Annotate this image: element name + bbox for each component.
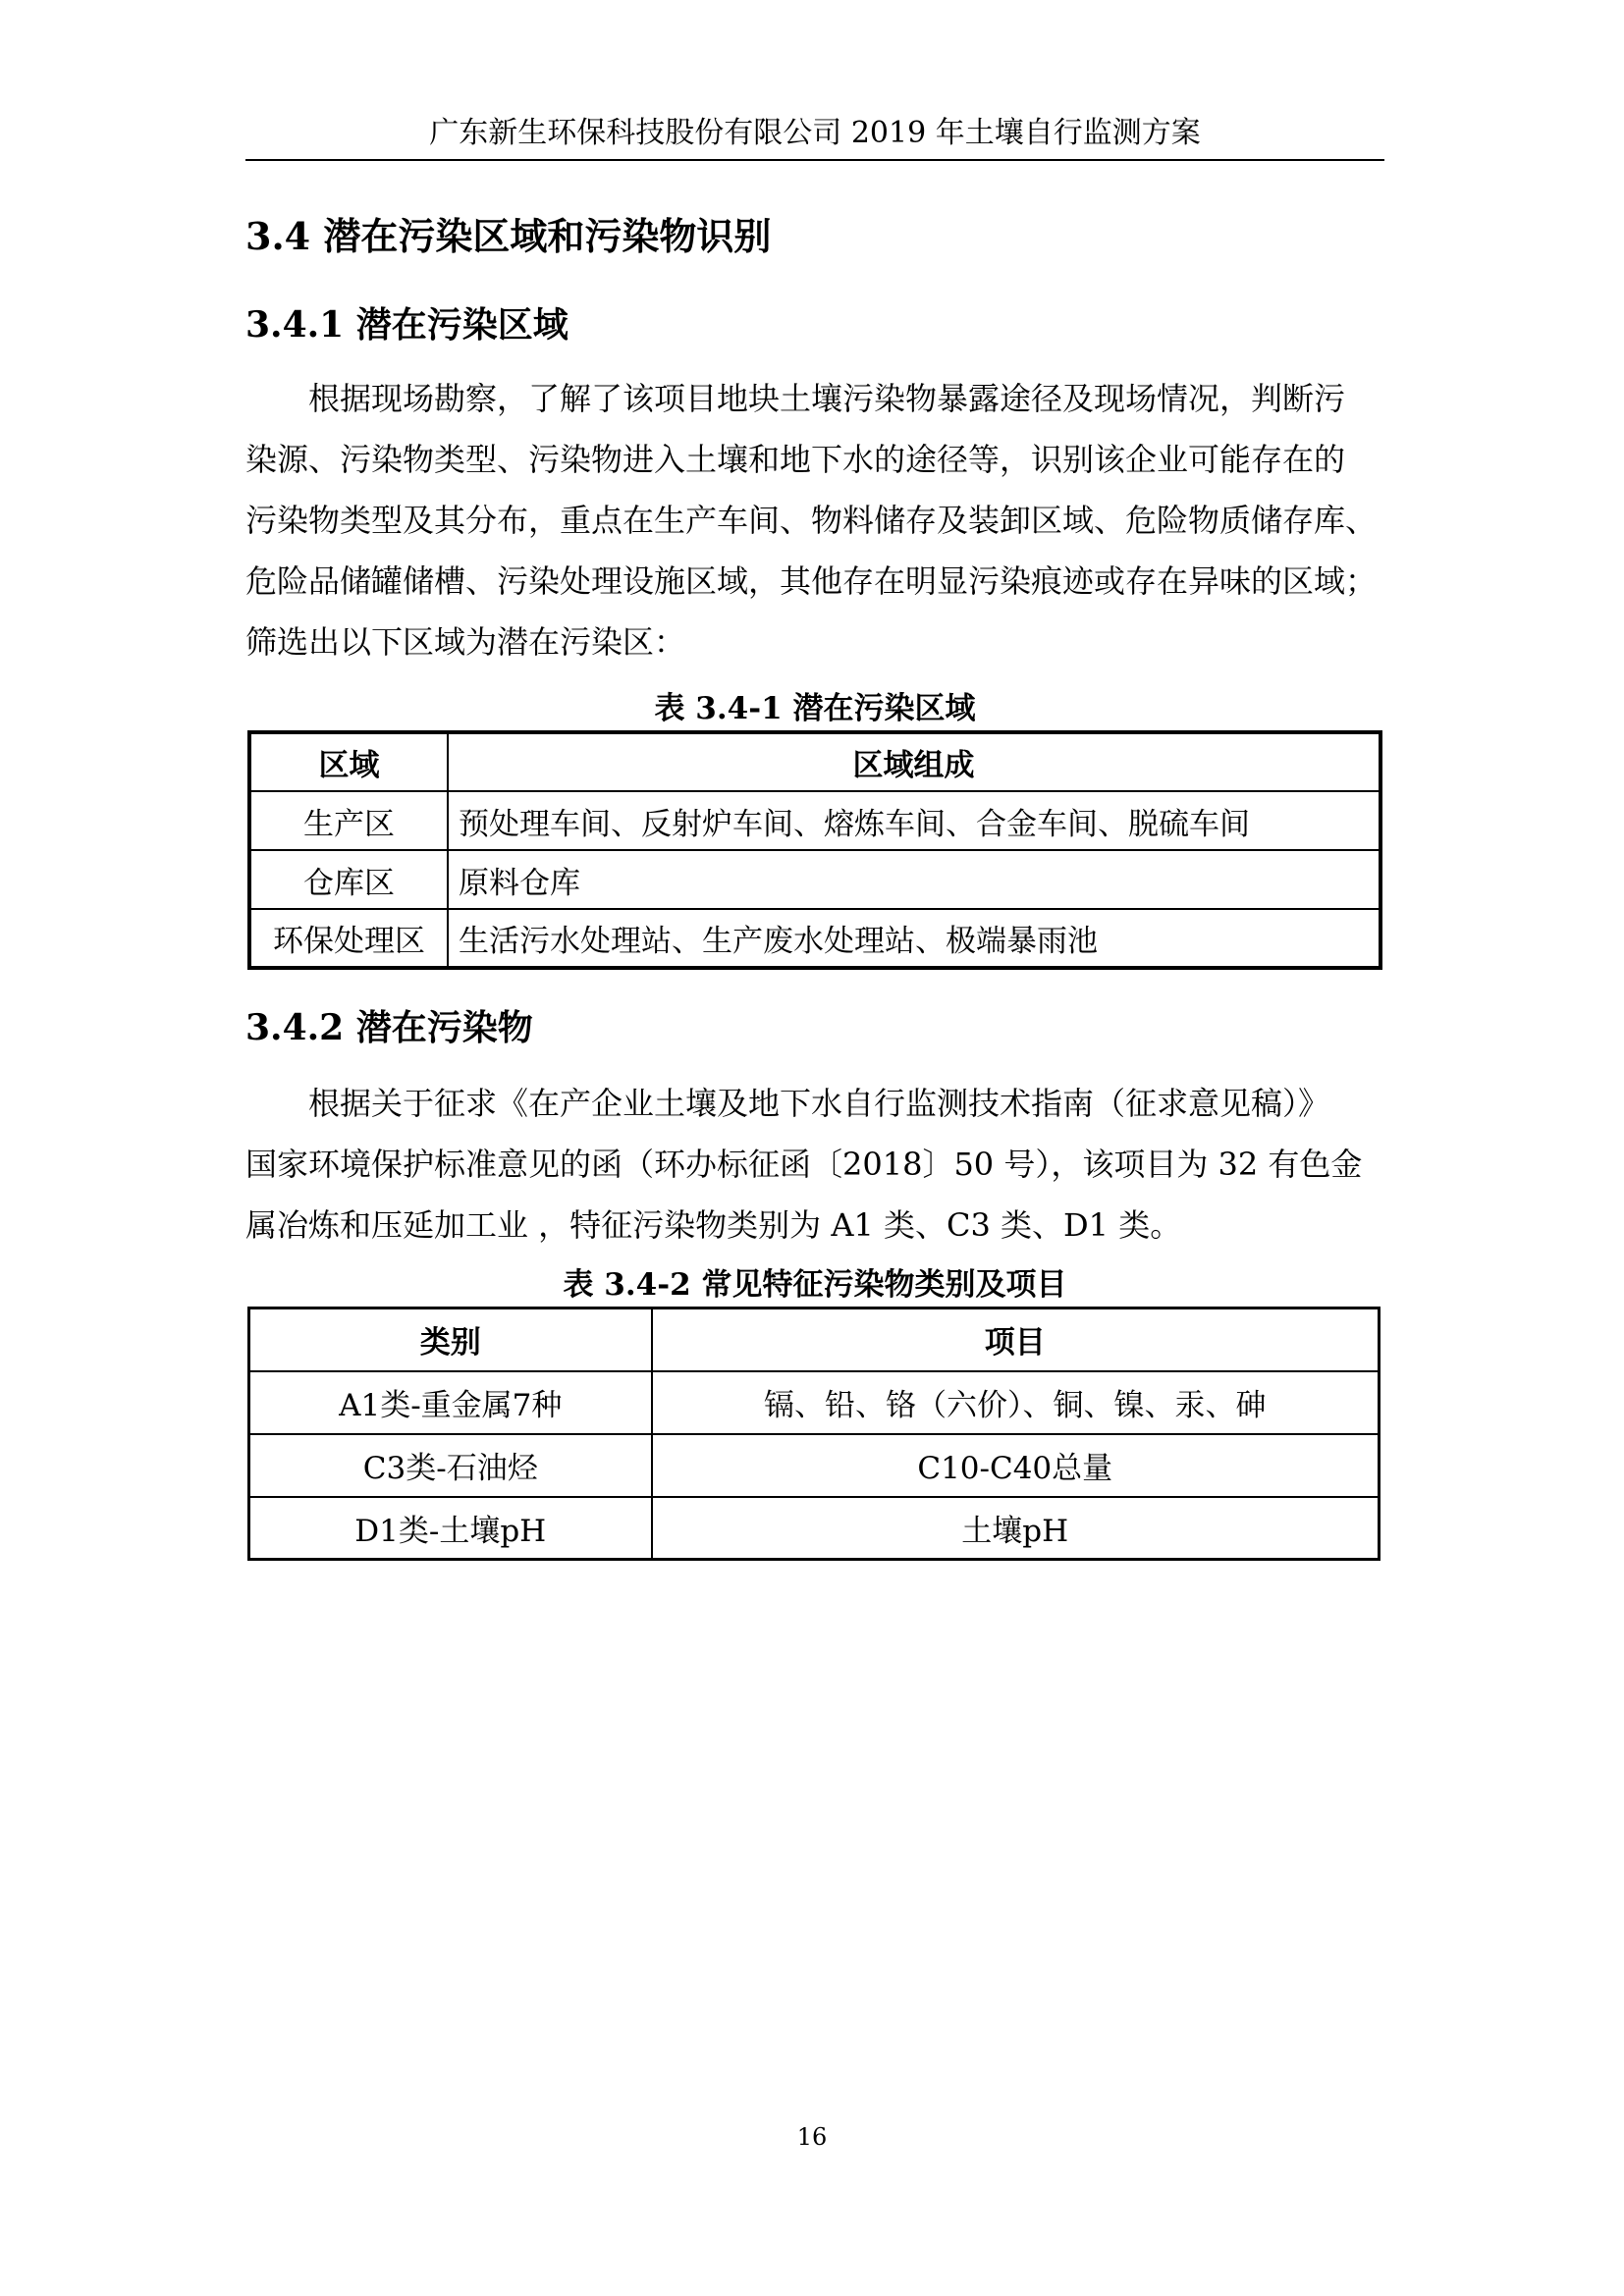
table-header-cell: 区域组成 [448, 732, 1380, 791]
paragraph-line: 国家环境保护标准意见的函（环办标征函〔2018〕50 号），该项目为 32 有色金 [245, 1146, 1363, 1183]
paragraph-potential-areas [245, 368, 1384, 672]
table-cell: D1类-土壤pH [249, 1497, 652, 1560]
table-cell: C10-C40总量 [652, 1434, 1380, 1497]
table-cell: 土壤pH [652, 1497, 1380, 1560]
section-heading-3-4: 3.4 潜在污染区域和污染物识别 [245, 214, 772, 258]
table-row [249, 850, 1380, 909]
table-cell: 生活污水处理站、生产废水处理站、极端暴雨池 [448, 909, 1380, 968]
table-row [249, 1434, 1380, 1497]
page-header [245, 114, 1384, 161]
table-header-cell: 区域 [249, 732, 448, 791]
table-header-cell: 类别 [249, 1308, 652, 1371]
section-heading-3-4-1: 3.4.1 潜在污染区域 [245, 304, 568, 346]
table-row [249, 1371, 1380, 1434]
table-cell: 生产区 [249, 791, 448, 850]
paragraph-line: 污染物类型及其分布，重点在生产车间、物料储存及装卸区域、危险物质储存库、 [245, 502, 1378, 539]
table-row [249, 909, 1380, 968]
paragraph-line: 根据现场勘察，了解了该项目地块土壤污染物暴露途径及现场情况，判断污 [308, 380, 1346, 417]
table-cell: 原料仓库 [448, 850, 1380, 909]
table-cell: A1类-重金属7种 [249, 1371, 652, 1434]
paragraph-line: 染源、污染物类型、污染物进入土壤和地下水的途径等，识别该企业可能存在的 [245, 441, 1346, 478]
potential-pollution-area-table [247, 730, 1382, 970]
paragraph-line: 筛选出以下区域为潜在污染区： [245, 623, 686, 661]
paragraph-line: 危险品储罐储槽、污染处理设施区域，其他存在明显污染痕迹或存在异味的区域； [245, 562, 1378, 600]
paragraph-line: 属冶炼和压延加工业 ，特征污染物类别为 A1 类、C3 类、D1 类。 [245, 1206, 1182, 1244]
table-header-cell: 项目 [652, 1308, 1380, 1371]
paragraph-line: 根据关于征求《在产企业土壤及地下水自行监测技术指南（征求意见稿）》 [308, 1085, 1330, 1122]
table-cell: 仓库区 [249, 850, 448, 909]
table-1-caption: 表 3.4-1 潜在污染区域 [654, 691, 976, 726]
table-header-row [249, 732, 1380, 791]
page-number: 16 [796, 2123, 828, 2151]
table-row [249, 791, 1380, 850]
table-2-caption: 表 3.4-2 常见特征污染物类别及项目 [563, 1267, 1067, 1303]
paragraph-potential-pollutants [245, 1073, 1384, 1255]
section-heading-3-4-2: 3.4.2 潜在污染物 [245, 1007, 533, 1048]
pollutant-category-table [247, 1307, 1380, 1561]
table-row [249, 1497, 1380, 1560]
table-cell: 预处理车间、反射炉车间、熔炼车间、合金车间、脱硫车间 [448, 791, 1380, 850]
table-cell: C3类-石油烃 [249, 1434, 652, 1497]
table-cell: 镉、铅、铬（六价）、铜、镍、汞、砷 [652, 1371, 1380, 1434]
header-title: 广东新生环保科技股份有限公司 2019 年土壤自行监测方案 [429, 116, 1201, 150]
table-header-row [249, 1308, 1380, 1371]
table-cell: 环保处理区 [249, 909, 448, 968]
